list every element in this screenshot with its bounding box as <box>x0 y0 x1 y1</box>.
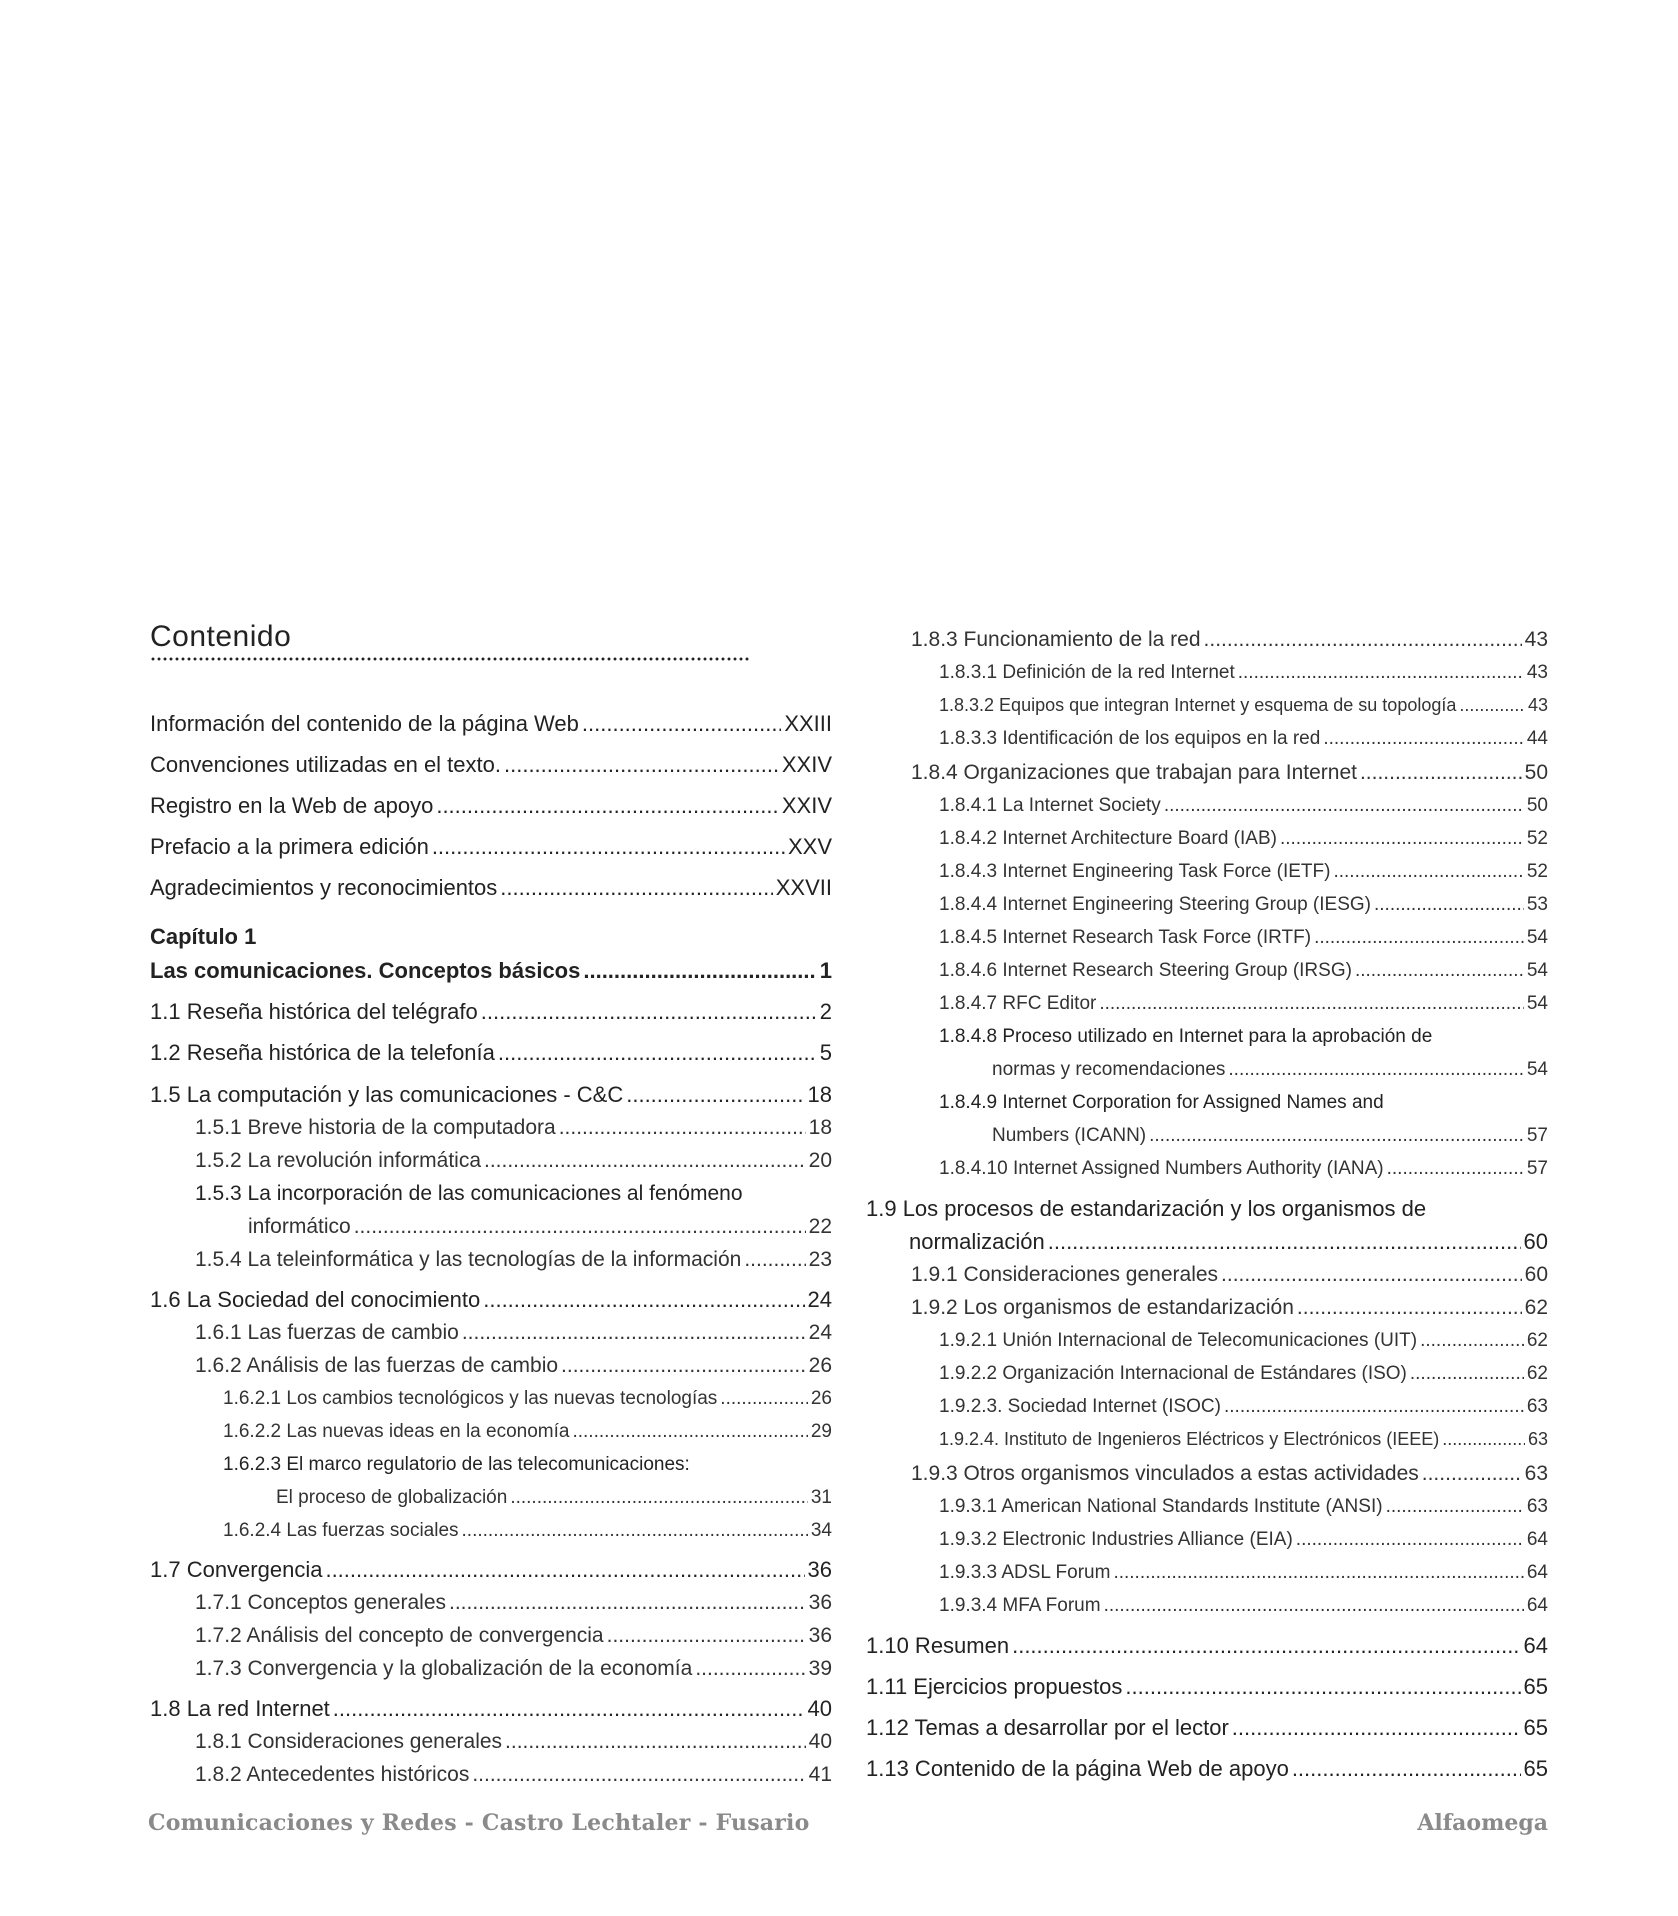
toc-entry-1-8-4-2[interactable] <box>939 828 1548 851</box>
entry-page: 54 <box>1526 960 1548 981</box>
entry-title: 1.8.4.1 La Internet Society <box>939 795 1161 816</box>
entry-page: 63 <box>1526 1396 1548 1417</box>
entry-title: 1.6.2.4 Las fuerzas sociales <box>223 1520 459 1541</box>
entry-page: 64 <box>1526 1562 1548 1583</box>
entry-title: Registro en la Web de apoyo <box>150 793 434 818</box>
toc-entry-1-6-2-3-line1: 1.6.2.3 El marco regulatorio de las telecomunicaciones: <box>223 1454 690 1475</box>
toc-entry-1-7-2[interactable] <box>195 1623 832 1648</box>
entry-title: 1.8.4.7 RFC Editor <box>939 993 1097 1014</box>
entry-title: 1.5.4 La teleinformática y las tecnologías de la información <box>195 1248 742 1271</box>
toc-entry-1-7-1[interactable] <box>195 1590 832 1615</box>
toc-entry-1-8-4-10[interactable] <box>939 1158 1548 1181</box>
toc-entry-1-8-1[interactable] <box>195 1729 832 1754</box>
entry-page: 57 <box>1526 1158 1548 1179</box>
entry-title: Información del contenido de la página Web <box>150 711 579 736</box>
entry-page: 64 <box>1523 1633 1548 1658</box>
toc-entry-1-8-3[interactable] <box>911 627 1548 652</box>
toc-entry-1-9-3-4[interactable] <box>939 1595 1548 1618</box>
entry-page: 53 <box>1526 894 1548 915</box>
entry-page: 62 <box>1526 1330 1548 1351</box>
entry-title: 1.13 Contenido de la página Web de apoyo <box>866 1756 1289 1781</box>
entry-page: 18 <box>808 1116 832 1139</box>
toc-entry-1-5-3[interactable] <box>248 1214 832 1239</box>
entry-page: 43 <box>1527 695 1548 715</box>
entry-title: 1.8.2 Antecedentes históricos <box>195 1763 470 1786</box>
entry-page: 24 <box>807 1287 832 1312</box>
toc-entry-1-8-4-9[interactable] <box>992 1125 1548 1148</box>
entry-title: 1.9.2.1 Unión Internacional de Telecomunicaciones (UIT) <box>939 1330 1418 1351</box>
toc-entry-1-8-4-5[interactable] <box>939 927 1548 950</box>
entry-page: 60 <box>1524 1263 1548 1286</box>
entry-page: 65 <box>1523 1756 1548 1781</box>
entry-title: 1.9.2 Los organismos de estandarización <box>911 1296 1294 1319</box>
toc-entry-1-9-2-3[interactable] <box>939 1396 1548 1419</box>
entry-page: 52 <box>1526 828 1548 849</box>
entry-page: 65 <box>1523 1715 1548 1740</box>
entry-title: 1.8 La red Internet <box>150 1696 330 1721</box>
entry-page: 29 <box>810 1421 832 1442</box>
entry-page: 5 <box>819 1040 832 1065</box>
toc-entry-1-8-3-2[interactable] <box>939 695 1548 717</box>
toc-entry-1-5[interactable] <box>150 1082 832 1108</box>
entry-title: 1.9.3.3 ADSL Forum <box>939 1562 1111 1583</box>
entry-title: 1.1 Reseña histórica del telégrafo <box>150 999 478 1024</box>
entry-page: 26 <box>808 1354 832 1377</box>
entry-page: 20 <box>808 1149 832 1172</box>
entry-page: 36 <box>807 1557 832 1582</box>
entry-page: 1 <box>819 958 832 983</box>
entry-page: 50 <box>1526 795 1548 816</box>
toc-entry-1-9[interactable] <box>909 1229 1548 1255</box>
toc-entry-1-9-line1: 1.9 Los procesos de estandarización y los organismos de <box>866 1196 1427 1221</box>
entry-page: 63 <box>1526 1496 1548 1517</box>
entry-title: normas y recomendaciones <box>992 1059 1226 1080</box>
entry-title: 1.9.3 Otros organismos vinculados a estas actividades <box>911 1462 1419 1485</box>
toc-entry-1-8-4-6[interactable] <box>939 960 1548 983</box>
toc-entry-1-8-3-3[interactable] <box>939 728 1548 751</box>
entry-title: 1.7.1 Conceptos generales <box>195 1591 447 1614</box>
toc-entry-1-6-2-1[interactable] <box>223 1388 832 1411</box>
entry-page: 65 <box>1523 1674 1548 1699</box>
toc-entry-prefacio[interactable] <box>150 834 832 860</box>
entry-title: 1.8.4 Organizaciones que trabajan para Internet <box>911 761 1357 784</box>
entry-page: 39 <box>808 1657 832 1680</box>
entry-title: Numbers (ICANN) <box>992 1125 1147 1146</box>
entry-title: 1.8.3.2 Equipos que integran Internet y esquema de su topología <box>939 695 1457 715</box>
toc-entry-1-8-2[interactable] <box>195 1762 832 1787</box>
entry-page: 18 <box>807 1082 832 1107</box>
entry-title: 1.9.2.3. Sociedad Internet (ISOC) <box>939 1396 1221 1417</box>
entry-title: 1.8.3.1 Definición de la red Internet <box>939 662 1235 683</box>
entry-title: 1.6.2 Análisis de las fuerzas de cambio <box>195 1354 559 1377</box>
toc-entry-1-8-4[interactable] <box>911 760 1548 785</box>
toc-entry-1-8-4-7[interactable] <box>939 993 1548 1016</box>
toc-entry-agradecimientos[interactable] <box>150 875 832 901</box>
toc-entry-1-8[interactable] <box>150 1696 832 1722</box>
entry-title: 1.11 Ejercicios propuestos <box>866 1674 1123 1699</box>
entry-title: 1.6.2.2 Las nuevas ideas en la economía <box>223 1421 570 1442</box>
toc-entry-1-7[interactable] <box>150 1557 832 1583</box>
entry-title: informático <box>248 1215 351 1238</box>
entry-page: 31 <box>810 1487 832 1508</box>
entry-title: 1.8.4.5 Internet Research Task Force (IRTF) <box>939 927 1312 948</box>
toc-entry-1-6-2-3[interactable] <box>276 1487 832 1510</box>
toc-entry-1-5-1[interactable] <box>195 1115 832 1140</box>
toc-entry-convenciones[interactable] <box>150 752 832 778</box>
entry-page: 26 <box>810 1388 832 1409</box>
entry-page: 63 <box>1524 1462 1548 1485</box>
entry-page: 44 <box>1526 728 1548 749</box>
entry-title: 1.12 Temas a desarrollar por el lector <box>866 1715 1229 1740</box>
toc-entry-1-10[interactable] <box>866 1633 1548 1659</box>
toc-entry-1-6-1[interactable] <box>195 1320 832 1345</box>
entry-title: 1.10 Resumen <box>866 1633 1010 1658</box>
entry-page: 50 <box>1524 761 1548 784</box>
entry-title: 1.7.3 Convergencia y la globalización de la economía <box>195 1657 693 1680</box>
entry-page: XXVII <box>775 875 832 900</box>
toc-entry-1-9-2[interactable] <box>911 1295 1548 1320</box>
entry-page: 54 <box>1526 993 1548 1014</box>
toc-entry-1-5-2[interactable] <box>195 1148 832 1173</box>
entry-title: 1.6.1 Las fuerzas de cambio <box>195 1321 459 1344</box>
entry-title: 1.5 La computación y las comunicaciones - C&C <box>150 1082 624 1107</box>
toc-heading: Contenido <box>150 620 292 653</box>
entry-page: 60 <box>1523 1229 1548 1254</box>
entry-page: 24 <box>808 1321 832 1344</box>
entry-page: 36 <box>808 1591 832 1614</box>
entry-page: 41 <box>808 1763 832 1786</box>
toc-entry-1-6-2[interactable] <box>195 1353 832 1378</box>
entry-title: 1.8.4.2 Internet Architecture Board (IAB) <box>939 828 1277 849</box>
entry-title: 1.6.2.1 Los cambios tecnológicos y las nuevas tecnologías <box>223 1388 718 1409</box>
entry-page: 34 <box>810 1520 832 1541</box>
entry-page: 43 <box>1526 662 1548 683</box>
chapter-label: Capítulo 1 <box>150 924 257 949</box>
entry-title: 1.2 Reseña histórica de la telefonía <box>150 1040 495 1065</box>
entry-page: 40 <box>808 1730 832 1753</box>
toc-entry-1-9-3-2[interactable] <box>939 1529 1548 1552</box>
entry-title: normalización <box>909 1229 1045 1254</box>
entry-title: 1.8.3.3 Identificación de los equipos en la red <box>939 728 1321 749</box>
entry-title: El proceso de globalización <box>276 1487 508 1508</box>
toc-entry-1-8-4-9-line1: 1.8.4.9 Internet Corporation for Assigned Names and <box>939 1092 1384 1113</box>
entry-title: 1.7 Convergencia <box>150 1557 323 1582</box>
toc-entry-1-9-3-3[interactable] <box>939 1562 1548 1585</box>
toc-entry-1-5-3-line1: 1.5.3 La incorporación de las comunicaciones al fenómeno <box>195 1182 743 1205</box>
entry-page: 64 <box>1526 1529 1548 1550</box>
toc-entry-1-9-2-2[interactable] <box>939 1363 1548 1386</box>
entry-page: XXIII <box>784 711 832 736</box>
entry-title: 1.8.4.3 Internet Engineering Task Force (IETF) <box>939 861 1331 882</box>
toc-entry-info-web[interactable] <box>150 711 832 737</box>
toc-entry-chapter-1[interactable] <box>150 958 832 984</box>
toc-entry-1-5-4[interactable] <box>195 1247 832 1272</box>
entry-title: 1.9.2.4. Instituto de Ingenieros Eléctricos y Electrónicos (IEEE) <box>939 1429 1440 1449</box>
entry-title: 1.5.1 Breve historia de la computadora <box>195 1116 556 1139</box>
entry-title: 1.8.3 Funcionamiento de la red <box>911 628 1201 651</box>
entry-page: XXIV <box>781 793 832 818</box>
toc-entry-registro[interactable] <box>150 793 832 819</box>
heading-dotted-rule <box>150 657 750 661</box>
toc-entry-1-6[interactable] <box>150 1287 832 1313</box>
toc-entry-1-12[interactable] <box>866 1715 1548 1741</box>
toc-entry-1-11[interactable] <box>866 1674 1548 1700</box>
entry-page: 62 <box>1524 1296 1548 1319</box>
entry-page: 52 <box>1526 861 1548 882</box>
footer-book-title: Comunicaciones y Redes - Castro Lechtaler - Fusario <box>148 1810 810 1836</box>
entry-page: 54 <box>1526 1059 1548 1080</box>
entry-page: 22 <box>808 1215 832 1238</box>
entry-page: 23 <box>808 1248 832 1271</box>
entry-page: 40 <box>807 1696 832 1721</box>
toc-entry-1-8-4-8-line1: 1.8.4.8 Proceso utilizado en Internet para la aprobación de <box>939 1026 1433 1047</box>
entry-title: Prefacio a la primera edición <box>150 834 429 859</box>
toc-entry-1-8-4-4[interactable] <box>939 894 1548 917</box>
entry-page: XXIV <box>781 752 832 777</box>
toc-entry-1-8-3-1[interactable] <box>939 662 1548 685</box>
toc-entry-1-2[interactable] <box>150 1040 832 1066</box>
entry-page: XXV <box>787 834 832 859</box>
toc-entry-1-6-2-2[interactable] <box>223 1421 832 1444</box>
entry-page: 43 <box>1524 628 1548 651</box>
toc-entry-1-8-4-1[interactable] <box>939 795 1548 818</box>
toc-entry-1-9-2-1[interactable] <box>939 1330 1548 1353</box>
entry-page: 64 <box>1526 1595 1548 1616</box>
toc-entry-1-7-3[interactable] <box>195 1656 832 1681</box>
entry-title: 1.8.1 Consideraciones generales <box>195 1730 503 1753</box>
entry-title: 1.8.4.6 Internet Research Steering Group (IRSG) <box>939 960 1352 981</box>
toc-entry-1-9-2-4[interactable] <box>939 1429 1548 1451</box>
toc-entry-1-6-2-4[interactable] <box>223 1520 832 1543</box>
entry-title: Agradecimientos y reconocimientos <box>150 875 498 900</box>
toc-entry-1-13[interactable] <box>866 1756 1548 1782</box>
entry-title: 1.8.4.10 Internet Assigned Numbers Authority (IANA) <box>939 1158 1384 1179</box>
entry-title: Convenciones utilizadas en el texto. <box>150 752 501 777</box>
entry-page: 36 <box>808 1624 832 1647</box>
toc-entry-1-9-3[interactable] <box>911 1461 1548 1486</box>
toc-entry-1-8-4-3[interactable] <box>939 861 1548 884</box>
toc-entry-1-9-1[interactable] <box>911 1262 1548 1287</box>
entry-title: 1.7.2 Análisis del concepto de convergencia <box>195 1624 604 1647</box>
entry-page: 62 <box>1526 1363 1548 1384</box>
entry-title: Las comunicaciones. Conceptos básicos <box>150 958 581 983</box>
toc-entry-1-9-3-1[interactable] <box>939 1496 1548 1519</box>
footer-publisher: Alfaomega <box>1417 1810 1548 1836</box>
entry-title: 1.9.1 Consideraciones generales <box>911 1263 1219 1286</box>
entry-title: 1.9.3.1 American National Standards Institute (ANSI) <box>939 1496 1383 1517</box>
entry-page: 57 <box>1526 1125 1548 1146</box>
toc-entry-1-8-4-8[interactable] <box>992 1059 1548 1082</box>
entry-title: 1.9.2.2 Organización Internacional de Estándares (ISO) <box>939 1363 1407 1384</box>
entry-title: 1.8.4.4 Internet Engineering Steering Group (IESG) <box>939 894 1371 915</box>
entry-title: 1.9.3.4 MFA Forum <box>939 1595 1101 1616</box>
entry-page: 54 <box>1526 927 1548 948</box>
entry-page: 2 <box>819 999 832 1024</box>
entry-title: 1.9.3.2 Electronic Industries Alliance (EIA) <box>939 1529 1293 1550</box>
entry-title: 1.6 La Sociedad del conocimiento <box>150 1287 481 1312</box>
entry-title: 1.5.2 La revolución informática <box>195 1149 481 1172</box>
toc-entry-1-1[interactable] <box>150 999 832 1025</box>
entry-page: 63 <box>1527 1429 1548 1449</box>
